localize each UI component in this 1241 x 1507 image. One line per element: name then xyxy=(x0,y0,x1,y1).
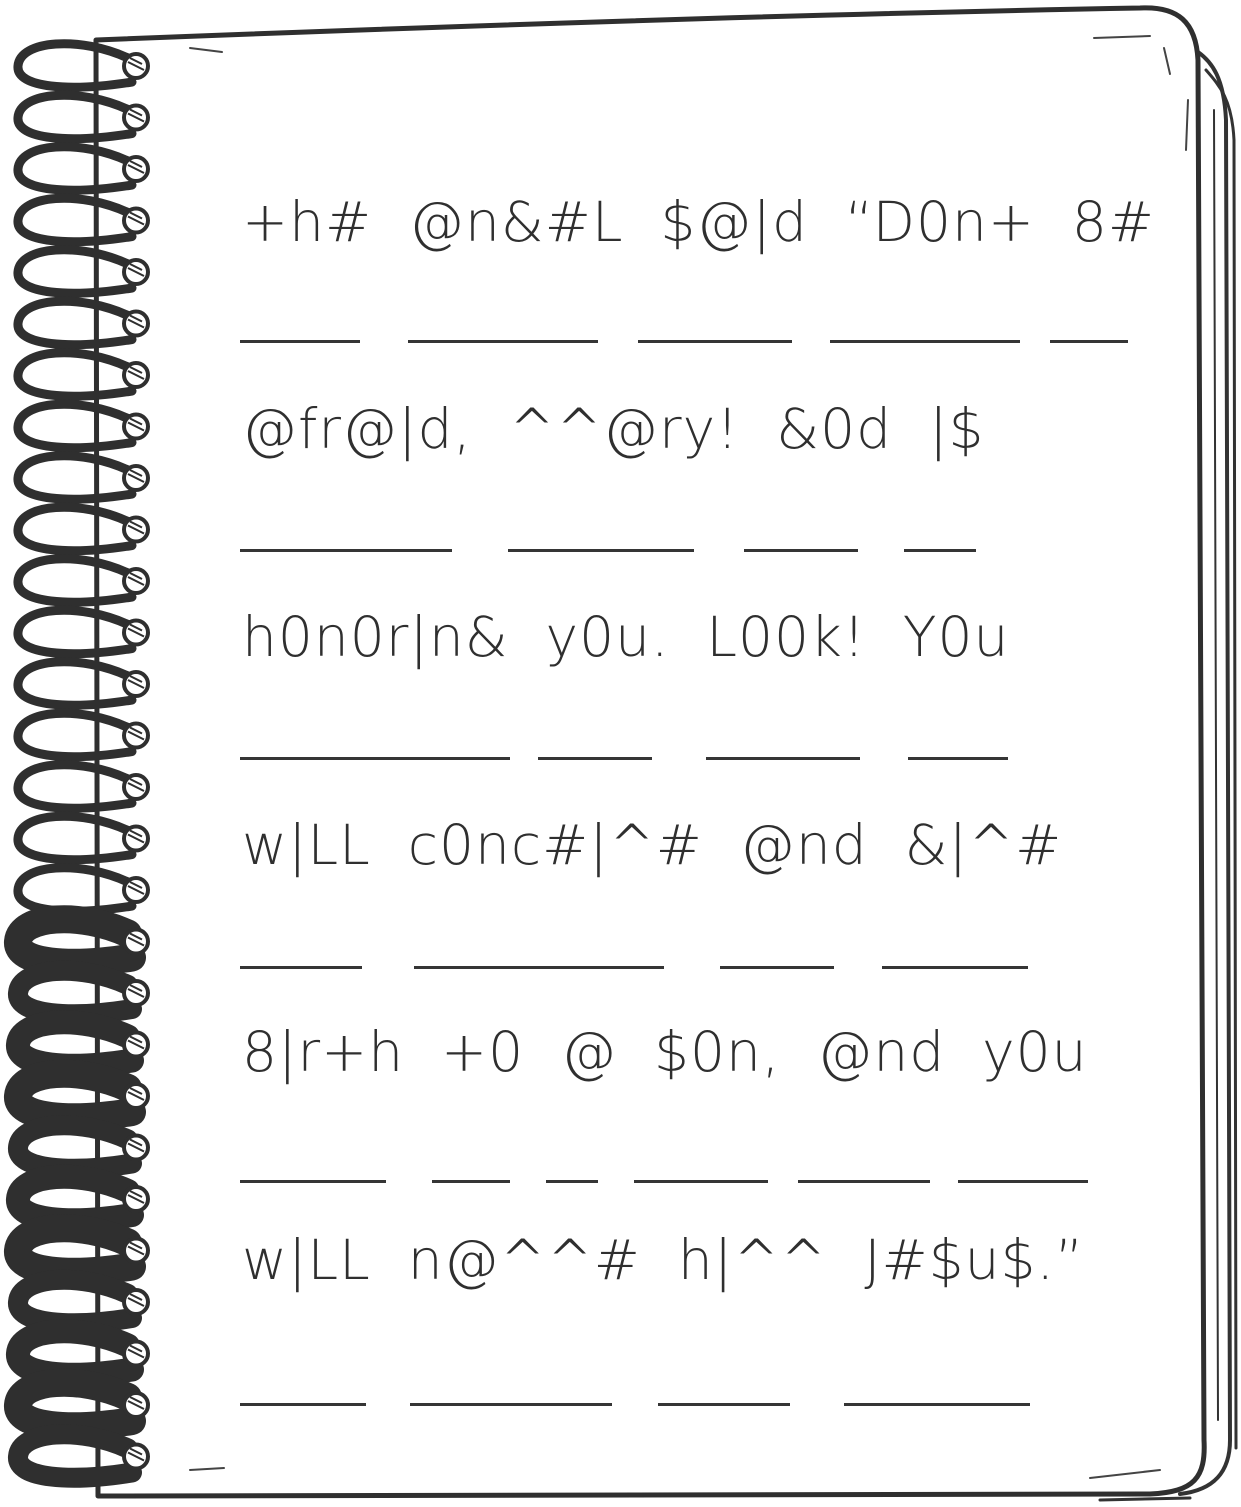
answer-blank-line-4-4[interactable] xyxy=(882,966,1028,969)
answer-blank-line-1-5[interactable] xyxy=(1050,340,1128,343)
answer-blank-line-1-2[interactable] xyxy=(408,340,598,343)
answer-blank-line-5-5[interactable] xyxy=(798,1180,930,1183)
answer-blank-line-2-2[interactable] xyxy=(508,549,694,552)
answer-blank-line-4-1[interactable] xyxy=(240,966,362,969)
answer-blank-line-5-3[interactable] xyxy=(546,1180,598,1183)
answer-blank-line-5-6[interactable] xyxy=(958,1180,1088,1183)
answer-blank-line-5-4[interactable] xyxy=(634,1180,768,1183)
answer-blank-line-3-1[interactable] xyxy=(240,757,510,760)
cipher-text-line-3: h0n0r|n& y0u. L00k! Y0u xyxy=(242,605,1010,669)
answer-blank-line-4-3[interactable] xyxy=(720,966,834,969)
cipher-text-line-1: +h# @n&#L $@|d “D0n+ 8# xyxy=(242,190,1155,254)
answer-blank-line-6-2[interactable] xyxy=(410,1403,612,1406)
cipher-text-line-5: 8|r+h +0 @ $0n, @nd y0u xyxy=(242,1020,1088,1084)
answer-blank-line-6-4[interactable] xyxy=(844,1403,1030,1406)
answer-blank-line-5-2[interactable] xyxy=(432,1180,510,1183)
answer-blank-line-2-1[interactable] xyxy=(240,549,452,552)
cipher-text-line-6: w|LL n@^^# h|^^ J#$u$.” xyxy=(242,1228,1085,1292)
answer-blank-line-2-4[interactable] xyxy=(904,549,976,552)
answer-blank-line-5-1[interactable] xyxy=(240,1180,386,1183)
answer-blank-line-3-2[interactable] xyxy=(538,757,652,760)
answer-blank-line-1-3[interactable] xyxy=(638,340,792,343)
answer-blank-line-3-3[interactable] xyxy=(706,757,860,760)
answer-blank-line-1-4[interactable] xyxy=(830,340,1020,343)
answer-blank-line-4-2[interactable] xyxy=(414,966,664,969)
answer-blank-line-1-1[interactable] xyxy=(240,340,360,343)
cipher-text-line-2: @fr@|d, ^^@ry! &0d |$ xyxy=(242,397,985,461)
answer-blank-line-6-3[interactable] xyxy=(658,1403,790,1406)
cipher-text-line-4: w|LL c0nc#|^# @nd &|^# xyxy=(242,813,1063,877)
answer-blank-line-6-1[interactable] xyxy=(240,1403,366,1406)
answer-blank-line-3-4[interactable] xyxy=(908,757,1008,760)
answer-blank-line-2-3[interactable] xyxy=(744,549,858,552)
